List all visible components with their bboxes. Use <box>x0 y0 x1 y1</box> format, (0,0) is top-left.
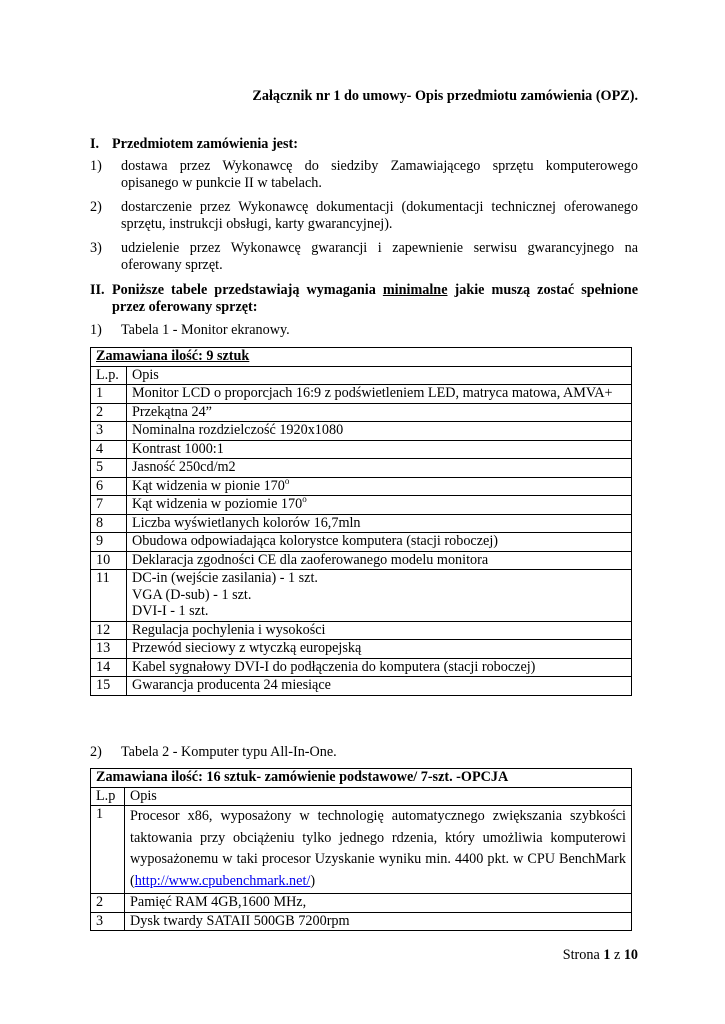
row-number: 4 <box>91 440 127 459</box>
row-number: 11 <box>91 570 127 622</box>
row-description: Pamięć RAM 4GB,1600 MHz, <box>125 894 632 913</box>
row-number: 1 <box>91 806 125 894</box>
row-description: Gwarancja producenta 24 miesiące <box>127 677 632 696</box>
table-row <box>91 806 632 894</box>
row-description: Kontrast 1000:1 <box>127 440 632 459</box>
row-description: Obudowa odpowiadająca kolorystce komputera (stacji roboczej) <box>127 533 632 552</box>
row-number: 15 <box>91 677 127 696</box>
list-item <box>90 240 638 274</box>
list-item-number: 1) <box>90 322 102 338</box>
row-number: 14 <box>91 658 127 677</box>
table-1-label <box>90 322 638 339</box>
table-row <box>91 533 632 552</box>
page-number: 1 <box>603 947 611 963</box>
table-row <box>91 403 632 422</box>
table-row <box>91 677 632 696</box>
column-header-lp: L.p. <box>91 366 127 385</box>
list-item-number: 2) <box>90 744 102 760</box>
row-description-line: DC-in (wejście zasilania) - 1 szt. <box>132 570 318 586</box>
column-header-lp: L.p <box>91 787 125 806</box>
row-description: Regulacja pochylenia i wysokości <box>127 621 632 640</box>
table-row <box>91 912 632 931</box>
table-2-label <box>90 744 638 761</box>
table-row <box>91 477 632 496</box>
table-row <box>91 621 632 640</box>
row-number: 2 <box>91 403 127 422</box>
table-row <box>91 496 632 515</box>
row-description: Dysk twardy SATAII 500GB 7200rpm <box>125 912 632 931</box>
row-number: 5 <box>91 459 127 478</box>
table-header: Zamawiana ilość: 9 sztuk <box>91 348 632 367</box>
table-row <box>91 658 632 677</box>
row-description: Procesor x86, wyposażony w technologię automatycznego zwiększania szybkości taktowania przy obciążeniu tylko jednego rdzenia, który umożliwia komputerowi wyposażonemu w taki procesor Uzyskanie wyniku min. 4400 pkt. w CPU BenchMark (http://www.cpubenchmark.net/) <box>125 806 632 894</box>
underlined-word: minimalne <box>382 282 448 298</box>
row-number: 6 <box>91 477 127 496</box>
row-description: Kabel sygnałowy DVI-I do podłączenia do komputera (stacji roboczej) <box>127 658 632 677</box>
row-number: 3 <box>91 912 125 931</box>
section-title: Poniższe tabele przedstawiają wymagania minimalne jakie muszą zostać spełnione przez oferowany sprzęt: <box>112 282 638 315</box>
table-caption: Tabela 1 - Monitor ekranowy. <box>121 322 290 338</box>
list-item-number: 1) <box>90 158 102 174</box>
table-column-row <box>91 366 632 385</box>
table-row <box>91 640 632 659</box>
row-description: Przewód sieciowy z wtyczką europejską <box>127 640 632 659</box>
column-header-opis: Opis <box>127 366 632 385</box>
table-row <box>91 385 632 404</box>
table-row <box>91 551 632 570</box>
row-description: Jasność 250cd/m2 <box>127 459 632 478</box>
row-number: 8 <box>91 514 127 533</box>
table-row <box>91 459 632 478</box>
row-number: 12 <box>91 621 127 640</box>
row-description: Deklaracja zgodności CE dla zaoferowanego modelu monitora <box>127 551 632 570</box>
section-2-heading <box>90 282 638 316</box>
table-caption: Tabela 2 - Komputer typu All-In-One. <box>121 744 337 760</box>
list-item <box>90 158 638 192</box>
page-total: 10 <box>623 947 638 963</box>
row-number: 9 <box>91 533 127 552</box>
row-description <box>127 570 632 622</box>
table-row <box>91 894 632 913</box>
row-description: Kąt widzenia w poziomie 170$^o$ <box>127 496 632 515</box>
section-number: I. <box>90 136 100 152</box>
row-description: Nominalna rozdzielczość 1920x1080 <box>127 422 632 441</box>
table-row <box>91 422 632 441</box>
list-item-text: dostarczenie przez Wykonawcę dokumentacji (dokumentacji technicznej oferowanego sprzętu, instrukcji obsługi, karty gwarancyjnej). <box>121 199 638 232</box>
list-item-number: 3) <box>90 240 102 256</box>
row-description-line: DVI-I - 1 szt. <box>132 603 209 619</box>
row-number: 13 <box>91 640 127 659</box>
section-1-heading <box>90 136 638 153</box>
table-row <box>91 514 632 533</box>
list-item-number: 2) <box>90 199 102 215</box>
section-title: Przedmiotem zamówienia jest: <box>112 136 298 152</box>
row-description: Przekątna 24” <box>127 403 632 422</box>
table-row <box>91 570 632 622</box>
degree-superscript: o <box>284 475 290 486</box>
row-number: 7 <box>91 496 127 515</box>
section-number: II. <box>90 282 105 298</box>
row-description: Kąt widzenia w pionie 170$^o$ <box>127 477 632 496</box>
row-number: 3 <box>91 422 127 441</box>
computer-table <box>90 768 632 931</box>
cpubenchmark-link[interactable]: http://www.cpubenchmark.net/ <box>134 872 311 889</box>
document-title: Załącznik nr 1 do umowy- Opis przedmiotu zamówienia (OPZ). <box>252 88 638 104</box>
column-header-opis: Opis <box>125 787 632 806</box>
row-description: Liczba wyświetlanych kolorów 16,7mln <box>127 514 632 533</box>
row-number: 1 <box>91 385 127 404</box>
list-item-text: udzielenie przez Wykonawcę gwarancji i zapewnienie serwisu gwarancyjnego na oferowany sprzęt. <box>121 240 638 273</box>
list-item <box>90 199 638 233</box>
row-description: Monitor LCD o proporcjach 16:9 z podświetleniem LED, matryca matowa, AMVA+ <box>127 385 632 404</box>
table-column-row <box>91 787 632 806</box>
list-item-text: dostawa przez Wykonawcę do siedziby Zamawiającego sprzętu komputerowego opisanego w punkcie II w tabelach. <box>121 158 638 191</box>
row-description-line: VGA (D-sub) - 1 szt. <box>132 586 252 603</box>
page-footer: Strona 1 z 10 <box>562 947 638 963</box>
row-number: 2 <box>91 894 125 913</box>
monitor-table <box>90 347 632 696</box>
row-number: 10 <box>91 551 127 570</box>
table-header: Zamawiana ilość: 16 sztuk- zamówienie podstawowe/ 7-szt. -OPCJA <box>91 769 632 788</box>
table-row <box>91 440 632 459</box>
degree-superscript: o <box>302 494 307 504</box>
